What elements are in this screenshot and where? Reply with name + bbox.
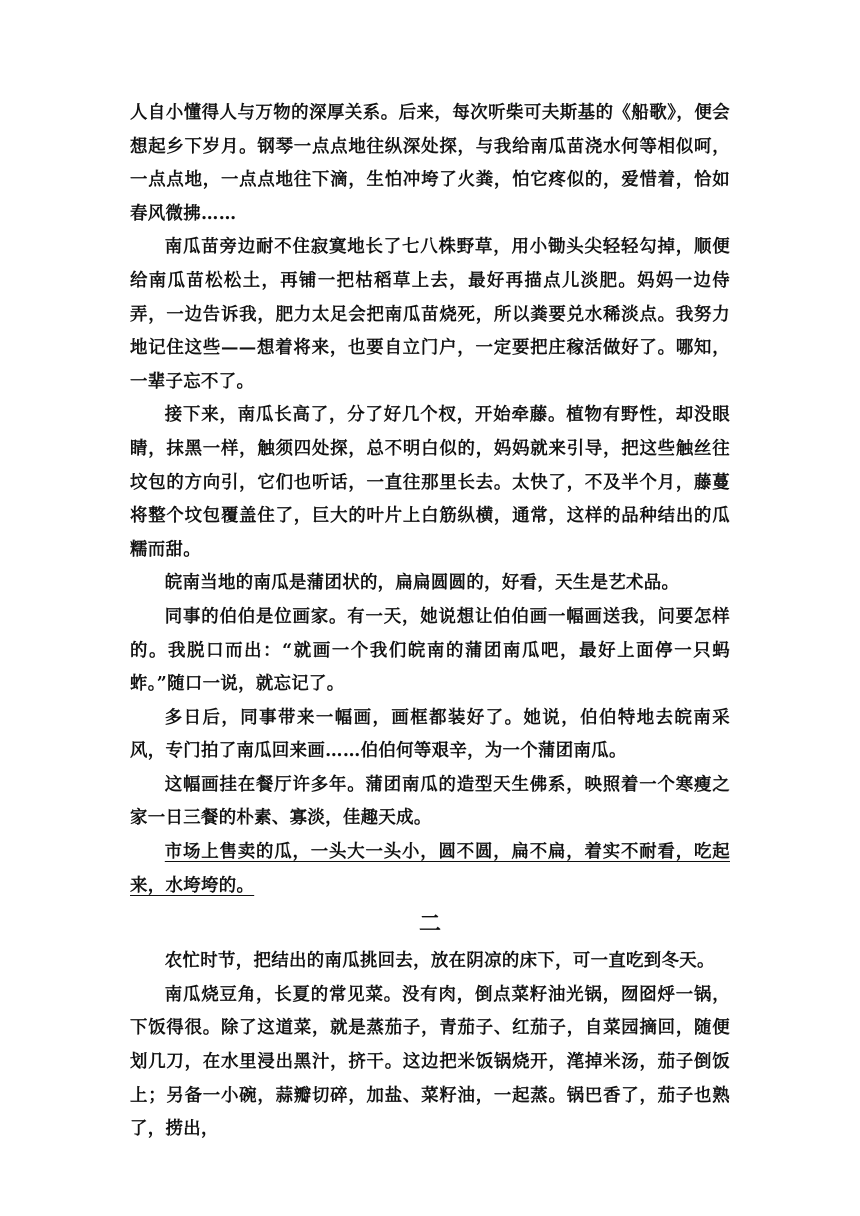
paragraph: 多日后，同事带来一幅画，画框都装好了。她说，伯伯特地去皖南采风，专门拍了南瓜回来画……伯伯何等艰辛，为一个蒲团南瓜。 xyxy=(130,707,730,762)
paragraph: 农忙时节，把结出的南瓜挑回去，放在阴凉的床下，可一直吃到冬天。 xyxy=(164,951,715,972)
paragraph: 这幅画挂在餐厅许多年。蒲团南瓜的造型天生佛系，映照着一个寒瘦之家一日三餐的朴素、寡淡，佳趣天成。 xyxy=(130,774,730,829)
paragraph: 同事的伯伯是位画家。有一天，她说想让伯伯画一幅画送我，问要怎样的。我脱口而出：“就画一个我们皖南的蒲团南瓜吧，最好上面停一只蚂蚱。”随口一说，就忘记了。 xyxy=(130,606,730,695)
paragraph: 接下来，南瓜长高了，分了好几个杈，开始牵藤。植物有野性，却没眼睛，抹黑一样，触须四处探，总不明白似的，妈妈就来引导，把这些触丝往坟包的方向引，它们也听话，一直往那里长去。太快了，不及半个月，藤蔓将整个坟包覆盖住了，巨大的叶片上白筋纵横，通常，这样的品种结出的瓜糯而甜。 xyxy=(130,405,730,560)
section-heading: 二 xyxy=(418,911,441,938)
underlined-paragraph xyxy=(130,836,730,903)
paragraph: 南瓜烧豆角，长夏的常见菜。没有肉，倒点菜籽油光锅，囫囵烀一锅，下饭得很。除了这道菜，就是蒸茄子，青茄子、红茄子，自菜园摘回，随便划几刀，在水里浸出黑汁，挤干。这边把米饭锅烧开，滗掉米汤，茄子倒饭上；另备一小碗，蒜瓣切碎，加盐、菜籽油，一起蒸。锅巴香了，茄子也熟了，捞出， xyxy=(130,984,730,1140)
paragraph: 南瓜苗旁边耐不住寂寞地长了七八株野草，用小锄头尖轻轻勾掉，顺便给南瓜苗松松土，再铺一把枯稻草上去，最好再描点儿淡肥。妈妈一边侍弄，一边告诉我，肥力太足会把南瓜苗烧死，所以粪要兑水稀淡点。我努力地记住这些——想着将来，也要自立门户，一定要把庄稼活做好了。哪知，一辈子忘不了。 xyxy=(130,237,730,392)
paragraph-continued: 人自小懂得人与万物的深厚关系。后来，每次听柴可夫斯基的《船歌》，便会想起乡下岁月。钢琴一点点地往纵深处探，与我给南瓜苗浇水何等相似呵，一点点地，一点点地往下滴，生怕冲垮了火粪，怕它疼似的，爱惜着，恰如春风微拂…… xyxy=(130,103,730,224)
underlined-text: 市场上售卖的瓜，一头大一头小，圆不圆，扁不扁，着实不耐看，吃起来，水垮垮的。 xyxy=(130,842,730,896)
paragraph: 皖南当地的南瓜是蒲团状的，扁扁圆圆的，好看，天生是艺术品。 xyxy=(164,573,680,594)
document-page xyxy=(130,97,730,1147)
